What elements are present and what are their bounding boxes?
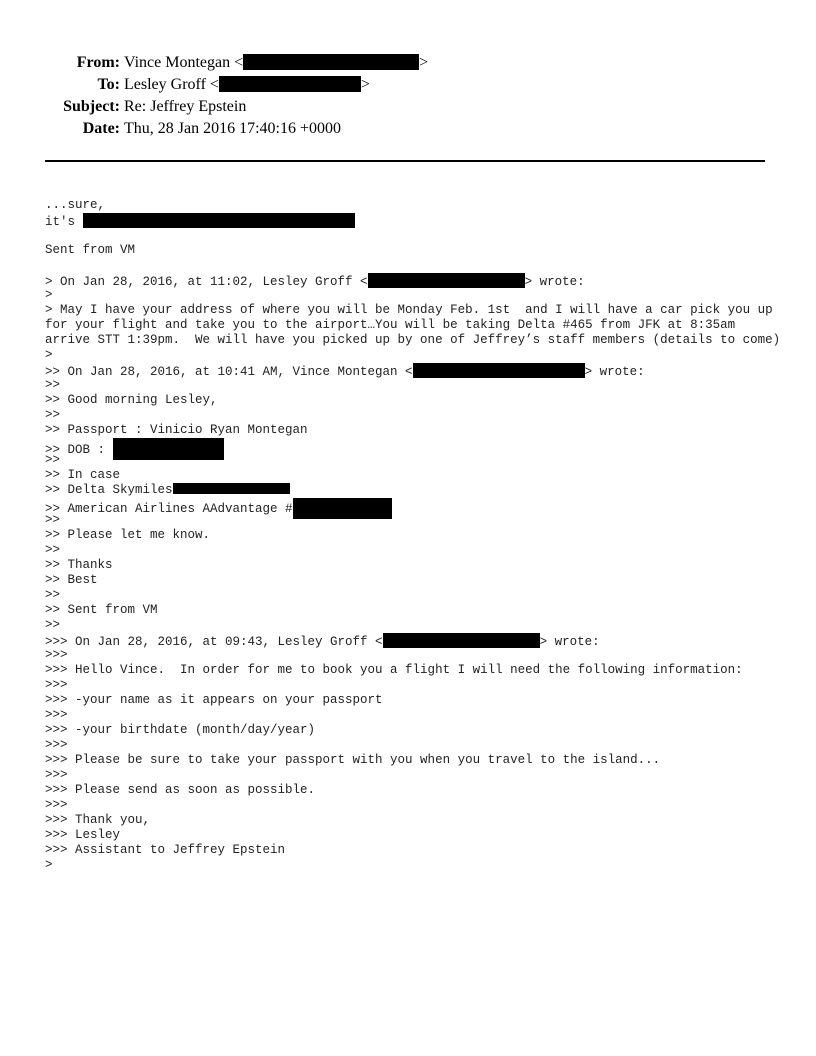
quote-line: > — [45, 288, 53, 302]
signature-line: Sent from VM — [45, 243, 136, 257]
quote-line: >> — [45, 513, 61, 527]
date-row — [0, 118, 816, 140]
redaction-aadvantage — [293, 498, 392, 519]
quote-line: >> Passport : Vinicio Ryan Montegan — [45, 423, 308, 437]
to-value — [124, 74, 370, 96]
redaction-skymiles — [173, 483, 290, 494]
date-value: Thu, 28 Jan 2016 17:40:16 +0000 — [124, 120, 342, 137]
quote-line — [45, 498, 785, 516]
quote-line: >> — [45, 453, 61, 467]
quote-header-wrote: > wrote: — [539, 635, 600, 649]
quote-paragraph: > May I have your address of where you will be Monday Feb. 1st and I will have a car pick you up for your flight and take you to the airport…You will be taking Delta #465 from JFK at 8:35am arrive STT 1:39pm. We will have you picked up by one of Jeffrey’s staff members (details to come) — [45, 303, 781, 347]
quote-line: >> Good morning Lesley, — [45, 393, 218, 407]
quote-line: >>> — [45, 738, 68, 752]
quote-line: >> — [45, 408, 61, 422]
quote-header — [45, 633, 785, 648]
quote-line: >> Please let me know. — [45, 528, 211, 542]
quote-header — [45, 363, 785, 378]
to-name: Lesley Groff < — [124, 76, 219, 93]
from-name: Vince Montegan < — [124, 54, 244, 71]
to-close: > — [360, 76, 370, 93]
aadvantage-label: >> American Airlines AAdvantage # — [45, 502, 293, 516]
quote-line: >>> Please be sure to take your passport with you when you travel to the island... — [45, 753, 661, 767]
to-label: To: — [97, 76, 120, 93]
quote-line — [45, 483, 785, 498]
subject-row — [0, 96, 816, 118]
redaction-to-email — [219, 76, 361, 92]
quote-header-wrote: > wrote: — [524, 275, 585, 289]
quote-header-wrote: > wrote: — [584, 365, 645, 379]
quote-header — [45, 273, 785, 288]
quote-line: >> — [45, 543, 61, 557]
body-line — [45, 258, 785, 273]
quote-line: > — [45, 348, 53, 362]
quote-line: >> — [45, 618, 61, 632]
quote-line: >>> -your birthdate (month/day/year) — [45, 723, 316, 737]
quote-line: >>> — [45, 798, 68, 812]
from-label: From: — [76, 54, 120, 71]
redaction-email — [368, 273, 525, 288]
redaction-dob — [113, 438, 224, 460]
quote-line: >> Thanks — [45, 558, 113, 572]
quote-line — [45, 438, 785, 457]
quote-header-text: >> On Jan 28, 2016, at 10:41 AM, Vince Montegan < — [45, 365, 413, 379]
quote-line: >>> Hello Vince. In order for me to book you a flight I will need the following information: — [45, 663, 743, 677]
quote-line: > — [45, 858, 53, 872]
redaction-from-email — [243, 54, 419, 70]
body-line — [45, 213, 785, 228]
quote-line: >>> Lesley — [45, 828, 121, 842]
body-text: it's — [45, 215, 83, 229]
quote-line: >>> Assistant to Jeffrey Epstein — [45, 843, 286, 857]
body-line: ...sure, — [45, 198, 106, 212]
redaction-email — [413, 363, 585, 378]
date-label: Date: — [82, 120, 120, 137]
from-close: > — [419, 54, 429, 71]
quote-line: >> In case — [45, 468, 121, 482]
quote-line: >>> — [45, 708, 68, 722]
dob-label: >> DOB : — [45, 443, 113, 457]
header-divider — [45, 160, 765, 162]
body-line — [45, 228, 785, 243]
quote-line: >>> — [45, 768, 68, 782]
quote-line: >>> — [45, 648, 68, 662]
from-row — [0, 52, 816, 74]
redaction-email — [383, 633, 540, 648]
skymiles-label: >> Delta Skymiles — [45, 483, 173, 497]
quote-line: >>> — [45, 678, 68, 692]
to-row — [0, 74, 816, 96]
quote-line: >> Sent from VM — [45, 603, 158, 617]
subject-label: Subject: — [63, 98, 120, 115]
quote-line: >>> Thank you, — [45, 813, 151, 827]
email-header — [0, 52, 816, 140]
from-value — [124, 52, 428, 74]
quote-line: >> Best — [45, 573, 98, 587]
quote-line: >> — [45, 378, 61, 392]
quote-header-text: > On Jan 28, 2016, at 11:02, Lesley Groff < — [45, 275, 368, 289]
quote-header-text: >>> On Jan 28, 2016, at 09:43, Lesley Groff < — [45, 635, 383, 649]
quote-line: >>> -your name as it appears on your passport — [45, 693, 383, 707]
redaction-address — [83, 213, 355, 228]
email-body — [45, 198, 785, 873]
quote-line: >>> Please send as soon as possible. — [45, 783, 316, 797]
quote-line: >> — [45, 588, 61, 602]
subject-value: Re: Jeffrey Epstein — [124, 98, 247, 115]
